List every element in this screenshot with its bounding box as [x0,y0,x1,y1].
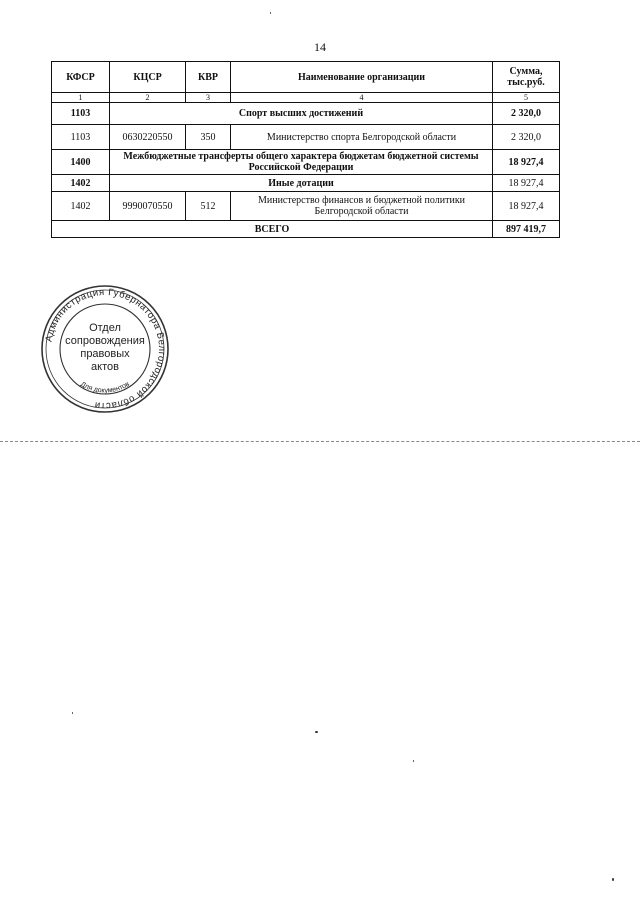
kfsr-cell: 1402 [52,175,110,192]
kfsr-cell: 1402 [52,192,110,221]
scan-speck [315,731,318,733]
header-organization-name: Наименование организации [231,62,493,93]
total-sum: 897 419,7 [493,221,560,238]
stamp-line: актов [91,361,119,373]
table-header-row [52,62,560,93]
header-sum: Сумма, тыс.руб. [493,62,560,93]
svg-text:Для документов [79,381,131,395]
table-row [52,125,560,150]
total-label: ВСЕГО [52,221,493,238]
header-kcsr: КЦСР [110,62,186,93]
kfsr-cell: 1103 [52,125,110,150]
stamp-line: сопровождения [65,335,145,347]
kcsr-cell: 9990070550 [110,192,186,221]
scan-speck [413,760,414,762]
kfsr-cell: 1400 [52,150,110,175]
kvr-cell: 512 [186,192,231,221]
stamp-outer-text: Администрация Губернатора Белгородской области [43,286,168,412]
section-name-cell: Иные дотации [110,175,493,192]
kfsr-cell: 1103 [52,103,110,125]
official-stamp [40,284,170,414]
table-row [52,175,560,192]
kvr-cell: 350 [186,125,231,150]
column-number: 2 [110,93,186,103]
header-kfsr: КФСР [52,62,110,93]
column-number: 1 [52,93,110,103]
page-divider [0,441,640,442]
stamp-line: Отдел [89,322,121,334]
sum-cell: 2 320,0 [493,125,560,150]
column-number-row [52,93,560,103]
table-row [52,192,560,221]
organization-name-cell: Министерство финансов и бюджетной политики Белгородской области [231,192,493,221]
table-row [52,103,560,125]
sum-cell: 2 320,0 [493,103,560,125]
header-kvr: КВР [186,62,231,93]
budget-table [51,61,560,238]
stamp-line: правовых [80,348,130,360]
section-name-cell: Спорт высших достижений [110,103,493,125]
scan-speck [270,12,271,14]
page-number: 14 [314,40,326,54]
scan-speck [72,712,73,714]
kcsr-cell: 0630220550 [110,125,186,150]
table-row [52,150,560,175]
sum-cell: 18 927,4 [493,192,560,221]
column-number: 5 [493,93,560,103]
column-number: 4 [231,93,493,103]
section-name-cell: Межбюджетные трансферты общего характера бюджетам бюджетной системы Российской Федерации [110,150,493,175]
sum-cell: 18 927,4 [493,150,560,175]
column-number: 3 [186,93,231,103]
sum-cell: 18 927,4 [493,175,560,192]
scan-speck [612,878,614,881]
stamp-inner-text: Для документов [79,380,131,395]
total-row [52,221,560,238]
organization-name-cell: Министерство спорта Белгородской области [231,125,493,150]
